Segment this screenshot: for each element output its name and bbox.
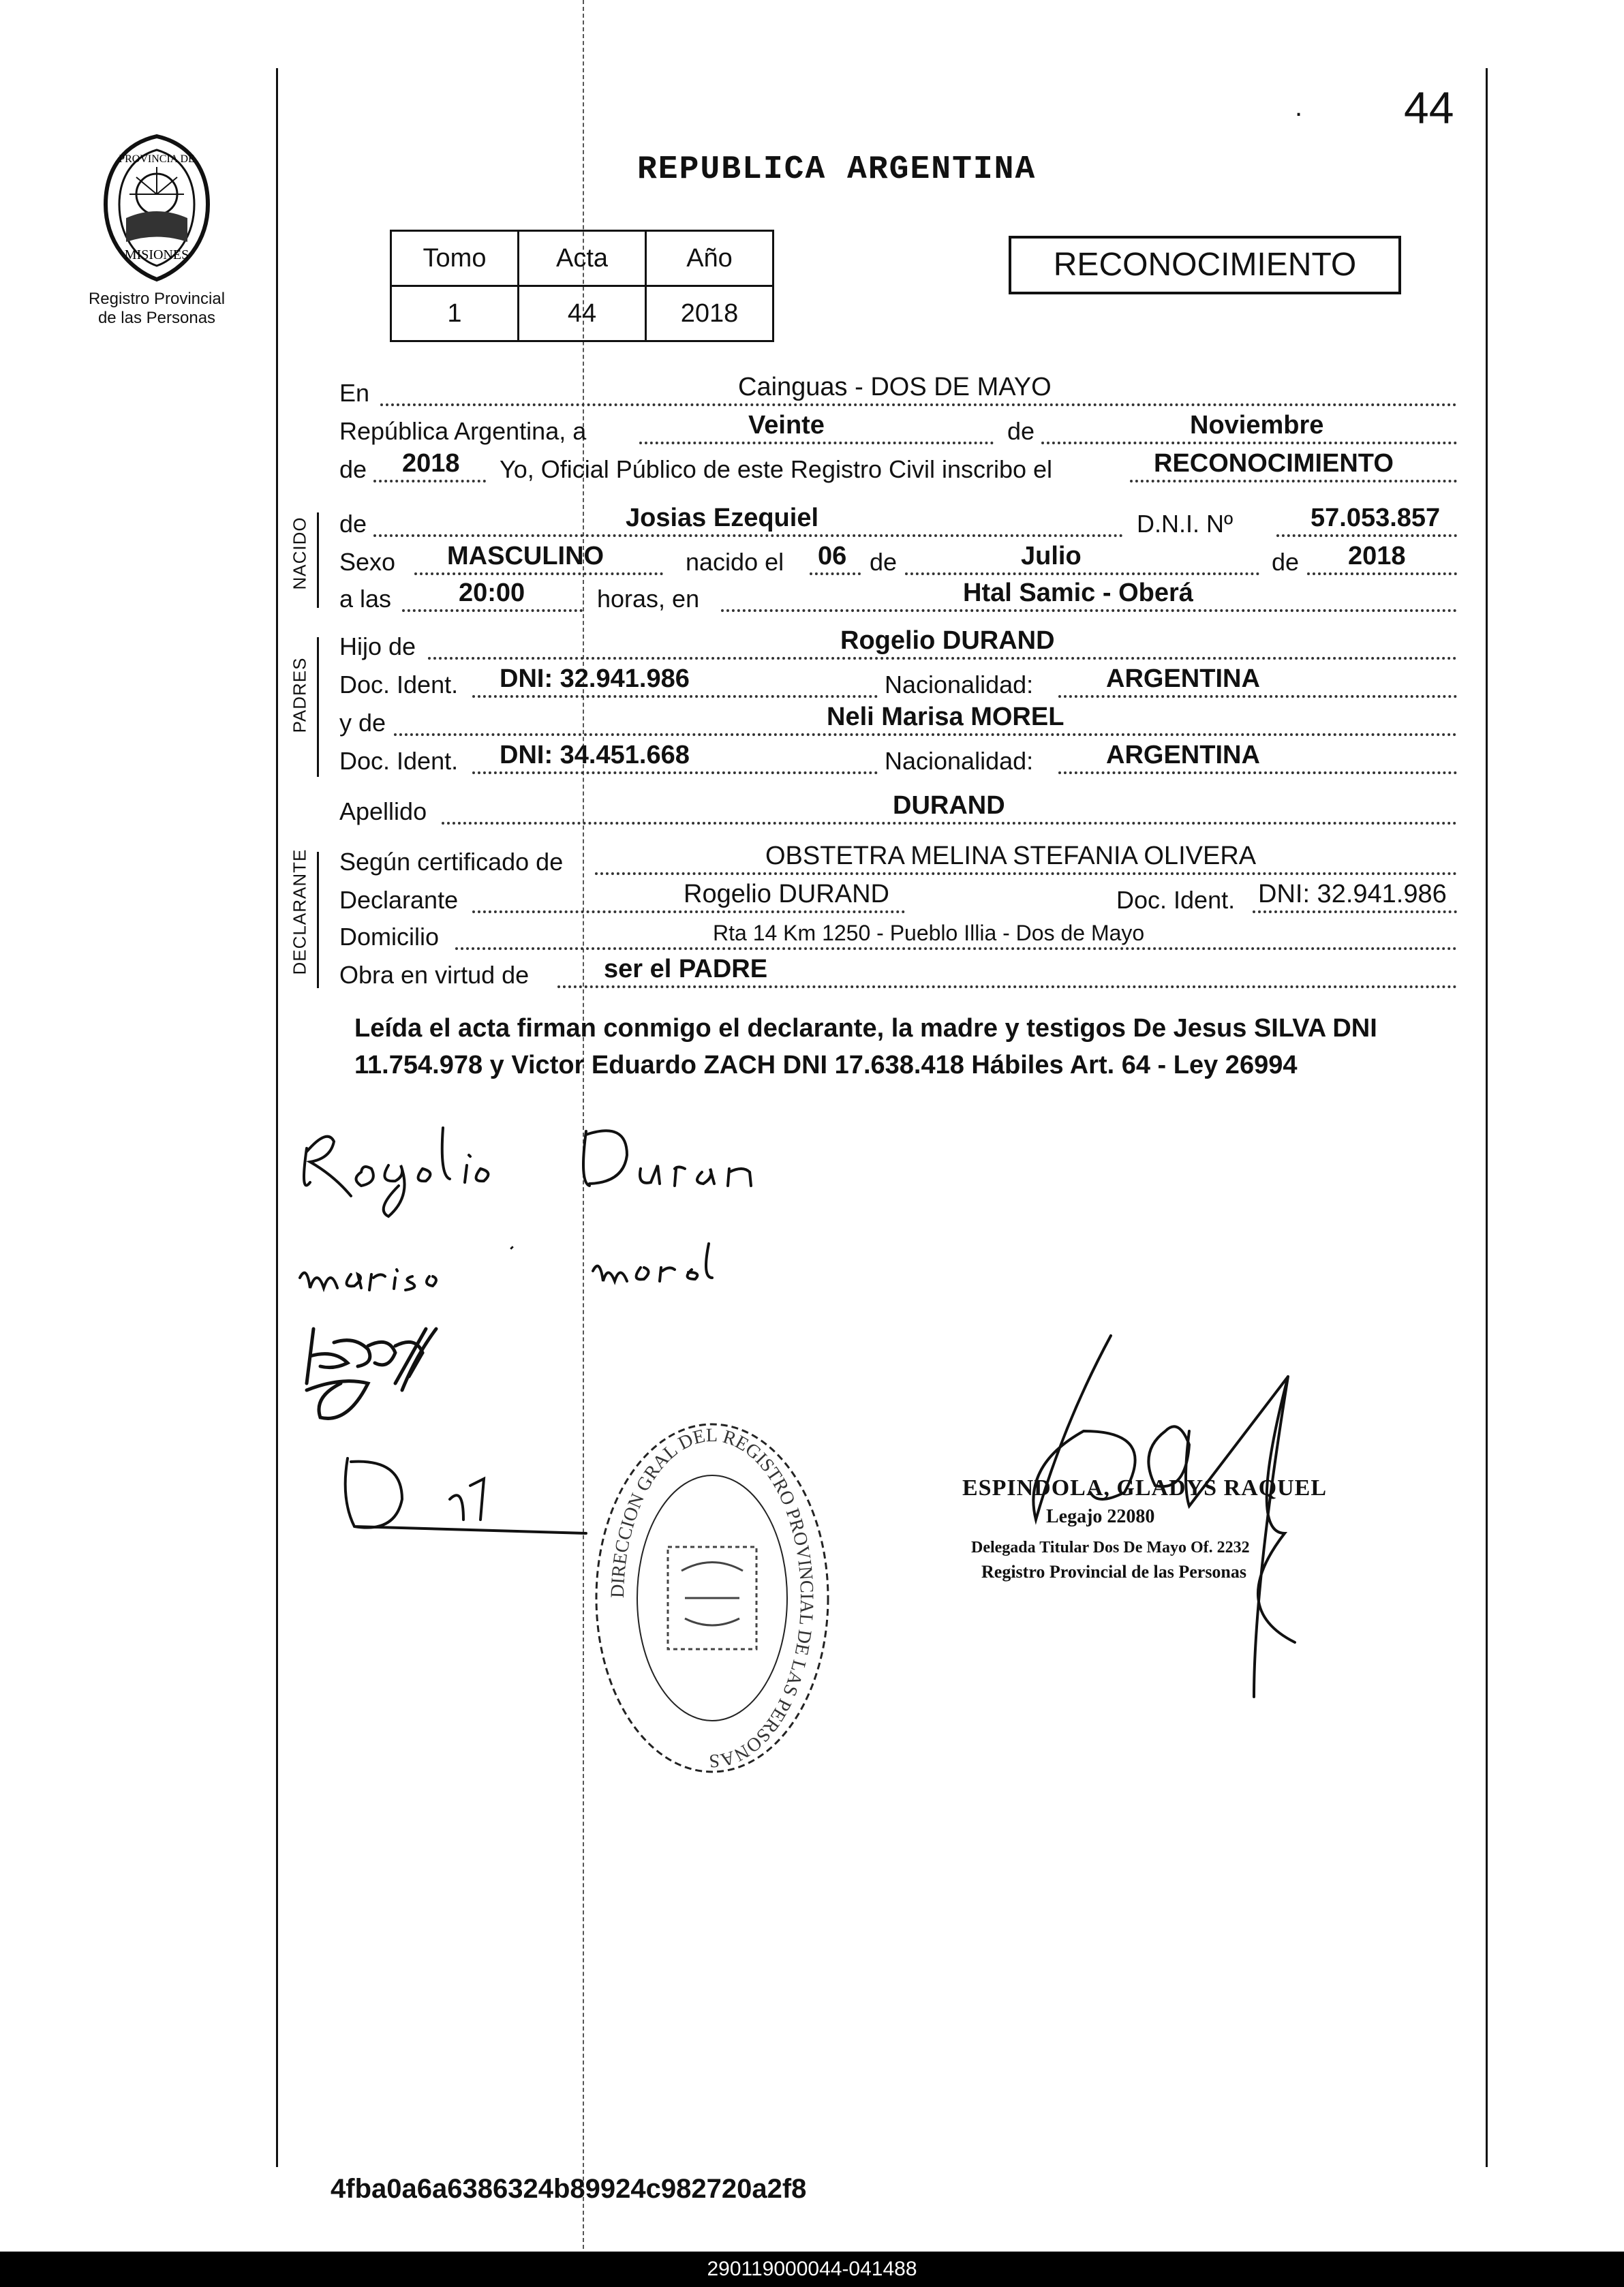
value-dia: Veinte <box>748 411 825 440</box>
value-lugar-nac: Htal Samic - Oberá <box>963 579 1193 607</box>
value-nac-dia: 06 <box>818 542 847 570</box>
label-de: de <box>1007 417 1035 445</box>
row-padre <box>339 627 1458 665</box>
label-doc-ident-declarante: Doc. Ident. <box>1116 886 1236 914</box>
svg-text:MISIONES: MISIONES <box>124 247 189 262</box>
col-acta-header: Acta <box>519 231 646 286</box>
value-dni: 57.053.857 <box>1311 504 1441 532</box>
signature-marisa-morel <box>293 1237 784 1319</box>
value-obra: ser el PADRE <box>604 955 768 983</box>
value-sexo: MASCULINO <box>447 542 604 570</box>
label-nacionalidad-padre: Nacionalidad: <box>885 671 1034 699</box>
row-hora <box>339 579 1458 617</box>
row-fecha <box>339 412 1458 450</box>
official-legajo: Legajo 22080 <box>1046 1506 1155 1527</box>
label-obra-virtud: Obra en virtud de <box>339 961 530 989</box>
value-hora: 20:00 <box>459 579 525 607</box>
row-sexo <box>339 542 1458 581</box>
label-y-de: y de <box>339 709 386 737</box>
row-lugar <box>339 373 1458 412</box>
section-bracket-declarante <box>317 852 319 988</box>
footer-id: 290119000044-041488 <box>0 2252 1624 2287</box>
row-certificado <box>339 842 1458 880</box>
label-apellido: Apellido <box>339 797 427 825</box>
label-hijo-de: Hijo de <box>339 632 416 660</box>
svg-text:DIRECCION GRAL DEL REGISTRO PR: DIRECCION GRAL DEL REGISTRO PROVINCIAL DE LAS PERSONAS <box>607 1424 818 1772</box>
acta-value: 44 <box>519 286 646 341</box>
row-domicilio <box>339 917 1458 955</box>
label-declarante: Declarante <box>339 886 459 914</box>
row-nombre <box>339 504 1458 542</box>
label-de2: de <box>339 455 367 483</box>
value-domicilio: Rta 14 Km 1250 - Pueblo Illia - Dos de Mayo <box>713 921 1145 945</box>
page-number: 44 <box>1404 82 1454 133</box>
closing-statement: Leída el acta firman conmigo el declarante, la madre y testigos De Jesus SILVA DNI 11.754.978 y Victor Eduardo ZACH DNI 17.638.418 Hábiles Art. 64 - Ley 26994 <box>354 1014 1377 1079</box>
page-mark: . <box>1295 92 1303 122</box>
value-padre: Rogelio DURAND <box>840 626 1055 655</box>
section-label-nacido: NACIDO <box>289 517 310 590</box>
province-seal-icon <box>89 129 225 286</box>
row-madre-doc <box>339 741 1458 780</box>
value-padre-doc: DNI: 32.941.986 <box>500 664 690 693</box>
section-bracket-padres <box>317 637 319 777</box>
document-type-box: RECONOCIMIENTO <box>1009 236 1401 294</box>
col-tomo-header: Tomo <box>391 231 519 286</box>
tomo-value: 1 <box>391 286 519 341</box>
value-madre: Neli Marisa MOREL <box>827 703 1064 731</box>
signature-witness-2 <box>327 1445 600 1554</box>
document-title: REPUBLICA ARGENTINA <box>637 151 1037 188</box>
label-yo-oficial: Yo, Oficial Público de este Registro Civil inscribo el <box>500 455 1053 483</box>
label-segun-cert: Según certificado de <box>339 848 564 876</box>
label-sexo: Sexo <box>339 548 396 576</box>
col-anio-header: Año <box>646 231 773 286</box>
value-madre-nac: ARGENTINA <box>1106 741 1260 769</box>
value-nombre: Josias Ezequiel <box>626 504 819 532</box>
right-margin-line <box>1486 68 1488 2167</box>
official-signature <box>1009 1329 1390 1710</box>
label-a-las: a las <box>339 585 392 613</box>
value-declarante: Rogelio DURAND <box>684 880 889 908</box>
value-apellido: DURAND <box>893 791 1005 820</box>
label-republica: República Argentina, a <box>339 417 587 445</box>
row-declarante <box>339 880 1458 919</box>
value-mes: Noviembre <box>1190 411 1324 440</box>
row-madre <box>339 703 1458 741</box>
label-horas-en: horas, en <box>597 585 700 613</box>
value-nac-anio: 2018 <box>1348 542 1406 570</box>
value-nac-mes: Julio <box>1021 542 1082 570</box>
round-stamp <box>583 1414 842 1782</box>
left-margin-line <box>276 68 278 2167</box>
record-table <box>390 230 774 342</box>
svg-text:PROVINCIA DE: PROVINCIA DE <box>119 153 195 165</box>
row-padre-doc <box>339 665 1458 703</box>
row-apellido <box>339 792 1458 830</box>
logo-caption-2: de las Personas <box>97 309 216 327</box>
value-madre-doc: DNI: 34.451.668 <box>500 741 690 769</box>
row-obra <box>339 955 1458 994</box>
value-padre-nac: ARGENTINA <box>1106 664 1260 693</box>
official-cargo: Delegada Titular Dos De Mayo Of. 2232 <box>971 1539 1250 1556</box>
signature-rogelio <box>286 1101 845 1223</box>
label-de-mes: de <box>870 548 898 576</box>
logo-caption-1: Registro Provincial <box>88 290 226 308</box>
label-domicilio: Domicilio <box>339 923 440 951</box>
anio-value: 2018 <box>646 286 773 341</box>
label-en: En <box>339 379 370 407</box>
section-label-padres: PADRES <box>289 657 310 733</box>
value-acto: RECONOCIMIENTO <box>1154 449 1394 478</box>
label-doc-ident-madre: Doc. Ident. <box>339 747 459 775</box>
official-name: ESPINDOLA, GLADYS RAQUEL <box>962 1475 1328 1501</box>
signature-witness-1 <box>293 1315 470 1431</box>
value-anio: 2018 <box>402 449 460 478</box>
official-org: Registro Provincial de las Personas <box>981 1562 1247 1582</box>
province-logo <box>68 129 245 328</box>
row-acto <box>339 450 1458 488</box>
value-certificado: OBSTETRA MELINA STEFANIA OLIVERA <box>765 842 1257 870</box>
section-bracket-nacido <box>317 512 319 608</box>
document-hash: 4fba0a6a6386324b89924c982720a2f8 <box>331 2174 807 2204</box>
label-doc-ident-padre: Doc. Ident. <box>339 671 459 699</box>
label-de-nombre: de <box>339 510 367 538</box>
label-nacionalidad-madre: Nacionalidad: <box>885 747 1034 775</box>
value-declarante-doc: DNI: 32.941.986 <box>1258 880 1447 908</box>
value-lugar: Cainguas - DOS DE MAYO <box>738 373 1052 401</box>
label-de-anio: de <box>1272 548 1300 576</box>
label-nacido-el: nacido el <box>686 548 784 576</box>
section-label-declarante: DECLARANTE <box>289 848 310 975</box>
label-dni: D.N.I. Nº <box>1137 510 1234 538</box>
